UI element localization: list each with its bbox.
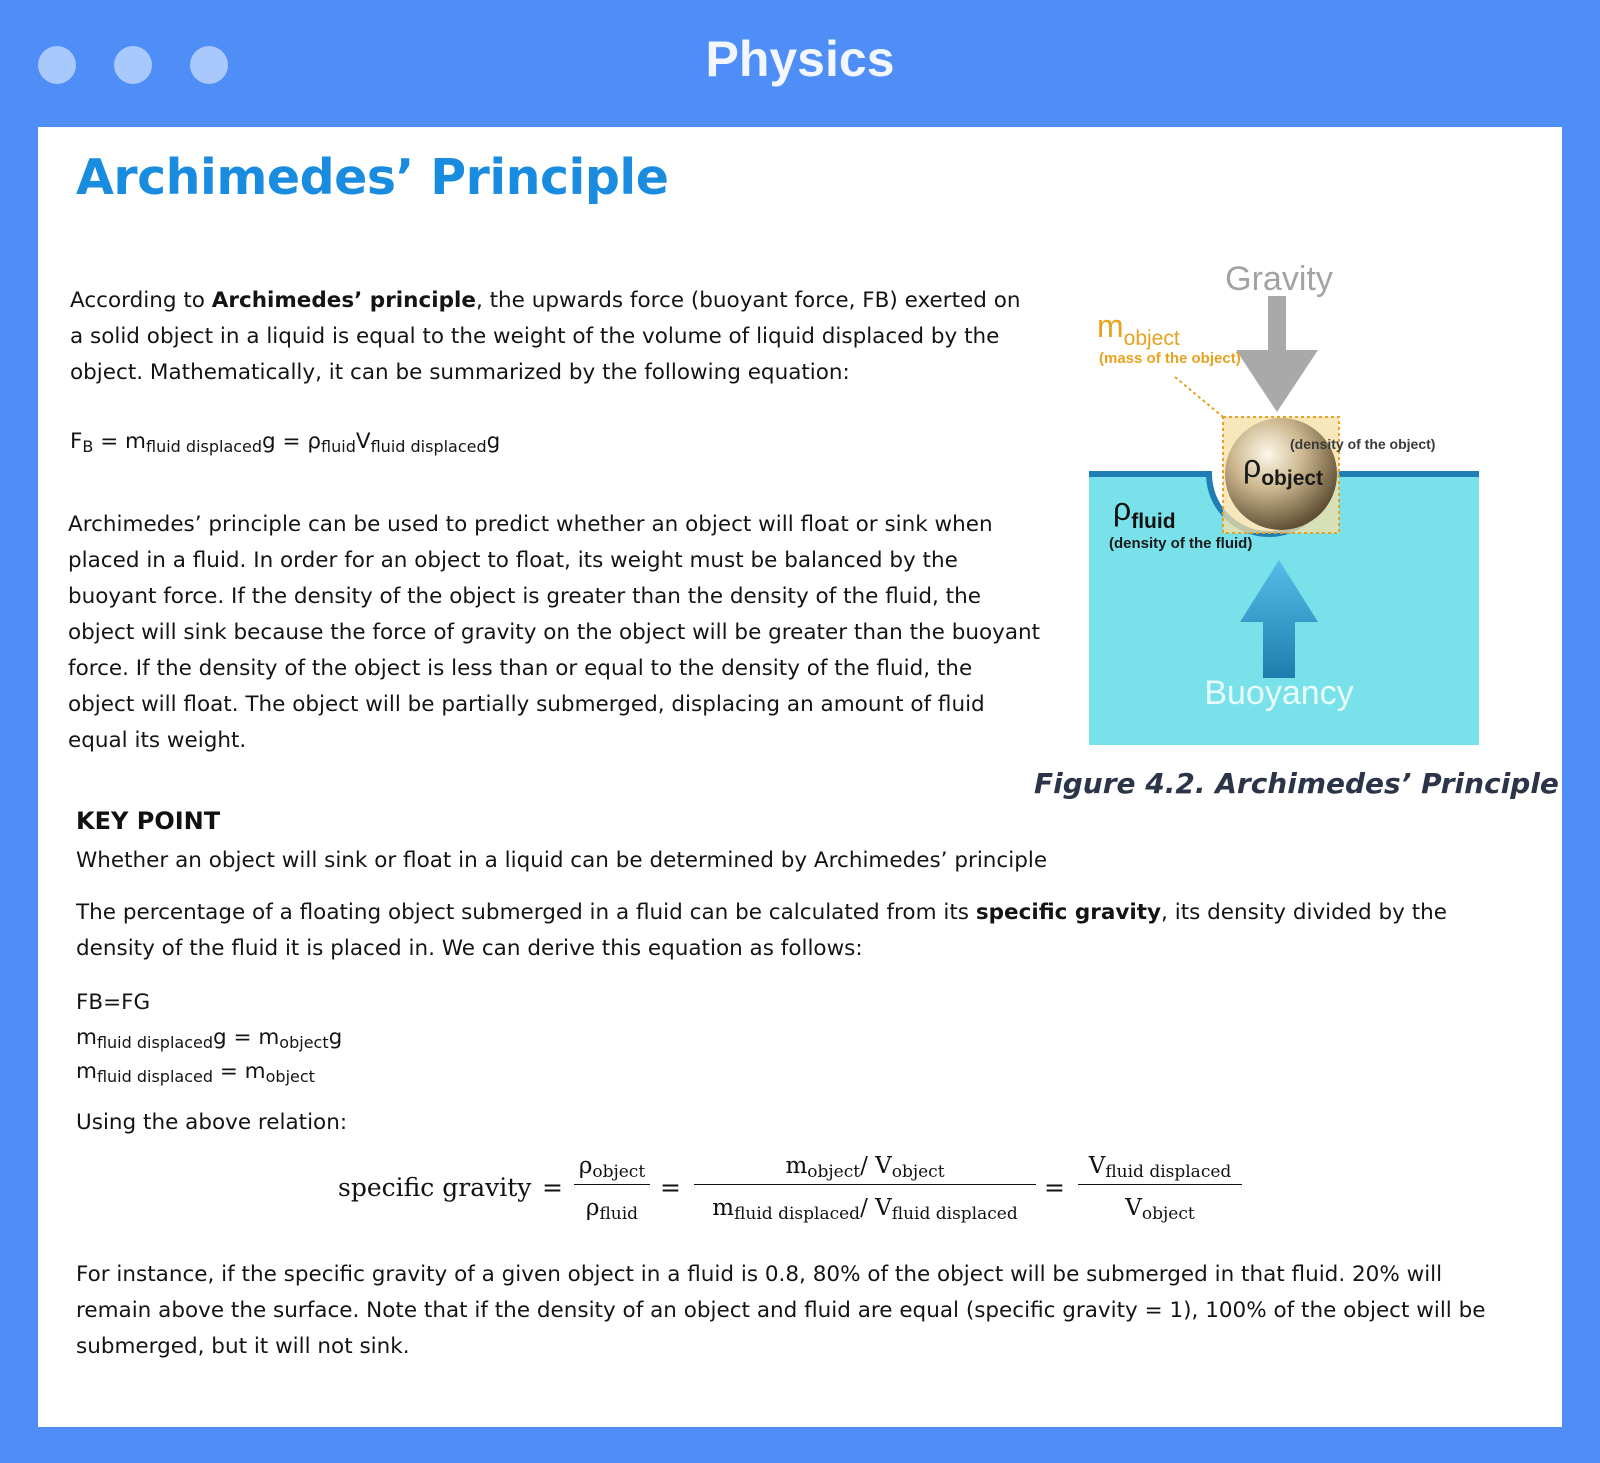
deriv-m: m <box>76 1025 97 1050</box>
frac-sym: m <box>785 1153 808 1179</box>
eq-f: F <box>70 429 83 454</box>
mass-symbol: mobject <box>1097 308 1180 350</box>
eq-g: g <box>486 429 501 454</box>
formula-equals: = <box>1044 1173 1065 1202</box>
frac-sym: ρ <box>585 1195 600 1221</box>
buoyancy-label: Buoyancy <box>1204 674 1354 712</box>
eq-v-sub: fluid displaced <box>370 437 487 456</box>
frac-sym: ρ <box>578 1153 593 1179</box>
intro-text-start: According to <box>70 288 212 313</box>
eq-rho-sub: fluid <box>321 437 356 456</box>
float-sink-paragraph: Archimedes’ principle can be used to predict whether an object will float or sink when placed in a fluid. In order for an object to float, its weight must be balanced by the buoyant force. If the density of the object is greater than the density of the fluid, the object will sink because the force of gravity on the object will be greater than the buoyant force. If the density of the object is less than or equal to the density of the fluid, the object will float. The object will be partially submerged, displacing an amount of fluid equal its weight. <box>68 512 1041 753</box>
deriv-sub: object <box>265 1067 315 1086</box>
frac-sym: / V <box>860 1195 892 1221</box>
figure-caption: Figure 4.2. Archimedes’ Principle <box>1034 767 1559 800</box>
content-panel <box>38 127 1562 1427</box>
specific-gravity-paragraph <box>76 895 1516 967</box>
frac-sub: fluid displaced <box>734 1204 861 1224</box>
deriv-m: m <box>76 1059 97 1084</box>
mass-description: (mass of the object) <box>1099 350 1241 367</box>
sg-text-start: The percentage of a floating object submerged in a fluid can be calculated from its <box>76 900 976 925</box>
eq-g: g <box>262 429 276 454</box>
sg-bold-term: specific gravity <box>975 900 1162 925</box>
formula-equals: = <box>542 1173 563 1202</box>
mass-volume-fraction <box>694 1153 1036 1224</box>
gravity-arrow <box>1236 296 1318 412</box>
intro-paragraph <box>70 283 1030 391</box>
archimedes-figure <box>1083 252 1483 752</box>
frac-sym: V <box>1125 1195 1142 1221</box>
frac-sym: m <box>712 1195 735 1221</box>
mass-leader-line <box>1175 377 1223 417</box>
derivation-line-1: FB=FG <box>76 990 151 1015</box>
density-ratio-fraction <box>574 1153 650 1224</box>
intro-text-end: , the upwards force (buoyant force, FB) exerted on a solid object in a liquid is equal to the weight of the volume of liquid displaced by the object. Mathematically, it can be summarized by the following equation: <box>70 288 1021 385</box>
key-point-title: KEY POINT <box>76 807 221 835</box>
intro-bold-term: Archimedes’ principle <box>211 288 476 313</box>
window-title: Physics <box>705 31 895 87</box>
frac-sub: object <box>891 1162 945 1182</box>
eq-f-sub: B <box>82 437 94 456</box>
frac-sub: object <box>1141 1204 1195 1224</box>
example-paragraph: For instance, if the specific gravity of a given object in a fluid is 0.8, 80% of the object will be submerged in that fluid. 20% will remain above the surface. Note that if the density of an object and fluid are equal (specific gravity = 1), 100% of the object will be submerged, but it will not sink. <box>76 1262 1486 1359</box>
volume-ratio-fraction <box>1078 1153 1242 1224</box>
frac-sub: fluid <box>599 1204 639 1224</box>
frac-sub: fluid displaced <box>1105 1162 1232 1182</box>
eq-part: = m <box>93 429 146 454</box>
deriv-sub: fluid displaced <box>96 1033 213 1052</box>
gravity-label: Gravity <box>1225 260 1333 298</box>
fluid-density-symbol: ρfluid <box>1113 491 1176 533</box>
buoyancy-equation <box>70 429 500 456</box>
derivation-line-2 <box>76 1025 342 1052</box>
frac-sub: object <box>807 1162 861 1182</box>
deriv-eq: = m <box>226 1025 280 1050</box>
object-density-description: (density of the object) <box>1290 436 1436 452</box>
sg-text-end: , its density divided by the density of the fluid it is placed in. We can derive this equation as follows: <box>76 900 1447 961</box>
deriv-eq: = m <box>213 1059 266 1084</box>
deriv-sub: object <box>279 1033 329 1052</box>
frac-sym: V <box>1088 1153 1106 1179</box>
frac-sub: fluid displaced <box>891 1204 1018 1224</box>
formula-equals: = <box>660 1173 681 1202</box>
formula-lhs: specific gravity <box>338 1173 532 1202</box>
specific-gravity-formula <box>338 1151 1318 1251</box>
eq-v: V <box>355 429 371 454</box>
deriv-sub: fluid displaced <box>96 1067 213 1086</box>
frac-sub: object <box>592 1162 646 1182</box>
deriv-g: g <box>213 1025 227 1050</box>
eq-m-sub: fluid displaced <box>146 437 263 456</box>
frac-sym: / V <box>860 1153 892 1179</box>
fluid-density-description: (density of the fluid) <box>1109 535 1253 552</box>
derivation-line-3 <box>76 1059 315 1086</box>
eq-part: = ρ <box>275 429 322 454</box>
object-density-symbol: ρobject <box>1243 448 1324 490</box>
using-relation-text: Using the above relation: <box>76 1110 348 1135</box>
page-title: Archimedes’ Principle <box>76 149 669 206</box>
key-point-text: Whether an object will sink or float in a liquid can be determined by Archimedes’ principle <box>76 848 1048 873</box>
deriv-g: g <box>328 1025 343 1050</box>
